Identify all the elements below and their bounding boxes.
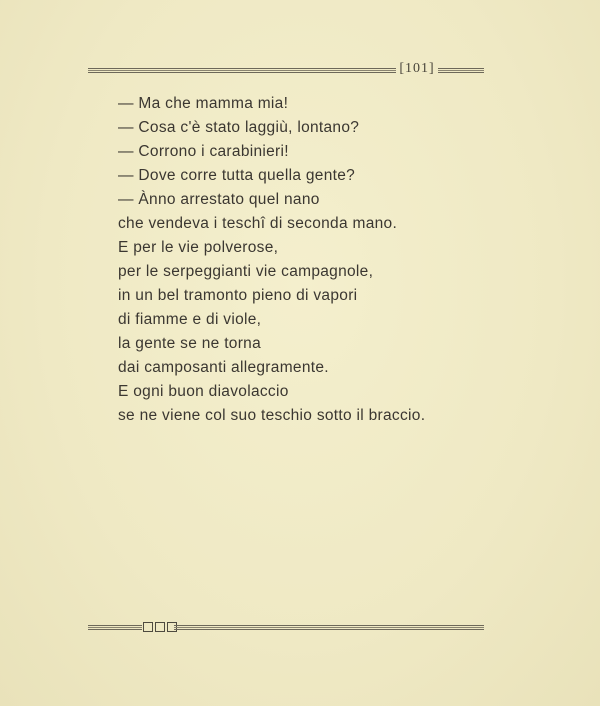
header-rule-right [438,68,484,73]
poem-line: in un bel tramonto pieno di vapori [118,287,358,304]
poem-line: che vendeva i teschî di seconda mano. [118,215,398,232]
poem-line: — Cosa c'è stato laggiù, lontano? [118,119,360,136]
square-ornament-icon [143,621,177,633]
poem-line: per le serpeggianti vie campagnole, [118,263,374,280]
poem-line: — Corrono i carabinieri! [118,143,289,160]
footer-rule-right [174,625,484,630]
poem-line: — Ma che mamma mia! [118,95,289,112]
poem-line: — Dove corre tutta quella gente? [118,167,356,184]
ornament-square [155,622,165,632]
page-number: [101] [399,61,435,76]
poem-text [118,92,498,428]
ornament-square [143,622,153,632]
poem-line: dai camposanti allegramente. [118,359,329,376]
footer-rule-left [88,625,142,630]
poem-line: — Ànno arrestato quel nano [118,191,320,208]
page-footer [88,621,484,635]
header-rule-left [88,68,396,73]
page-header [88,62,484,80]
poem-line: E per le vie polverose, [118,239,279,256]
poem-line: se ne viene col suo teschio sotto il braccio. [118,407,426,424]
poem-line: la gente se ne torna [118,335,262,352]
poem-line: di fiamme e di viole, [118,311,262,328]
poem-line: E ogni buon diavolaccio [118,383,289,400]
